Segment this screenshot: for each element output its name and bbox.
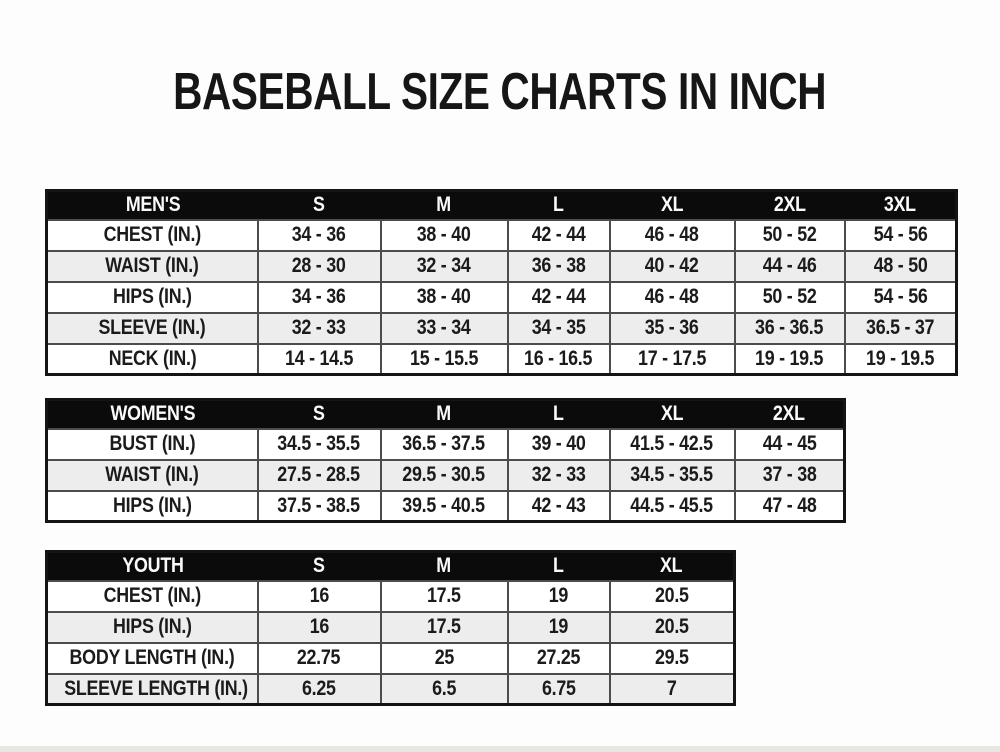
row-label-neck: NECK (IN.) — [47, 344, 258, 375]
size-value-cell: 44 - 45 — [735, 429, 845, 460]
size-value-cell: 29.5 — [610, 643, 735, 674]
col-header-xl: XL — [610, 400, 735, 429]
size-value-cell: 41.5 - 42.5 — [610, 429, 735, 460]
row-label-chest: CHEST (IN.) — [47, 581, 258, 612]
size-value-cell: 34.5 - 35.5 — [258, 429, 381, 460]
size-value-cell: 44 - 46 — [735, 251, 845, 282]
size-value-cell: 36 - 38 — [508, 251, 610, 282]
size-value-cell: 46 - 48 — [610, 220, 735, 251]
size-value-cell: 19 - 19.5 — [735, 344, 845, 375]
col-header-xl: XL — [610, 191, 735, 220]
size-value-cell: 28 - 30 — [258, 251, 381, 282]
size-value-cell: 7 — [610, 674, 735, 705]
size-value-cell: 17.5 — [381, 581, 508, 612]
row-label-body-length: BODY LENGTH (IN.) — [47, 643, 258, 674]
size-value-cell: 34 - 36 — [258, 220, 381, 251]
size-value-cell: 37.5 - 38.5 — [258, 491, 381, 522]
size-value-cell: 20.5 — [610, 581, 735, 612]
size-value-cell: 39 - 40 — [508, 429, 610, 460]
size-value-cell: 25 — [381, 643, 508, 674]
size-value-cell: 32 - 33 — [508, 460, 610, 491]
size-value-cell: 42 - 44 — [508, 220, 610, 251]
col-header-m: M — [381, 400, 508, 429]
size-value-cell: 6.25 — [258, 674, 381, 705]
size-value-cell: 36.5 - 37.5 — [381, 429, 508, 460]
youth-size-table — [45, 550, 736, 706]
size-value-cell: 32 - 34 — [381, 251, 508, 282]
size-value-cell: 20.5 — [610, 612, 735, 643]
size-value-cell: 27.5 - 28.5 — [258, 460, 381, 491]
mens-row-sleeve — [47, 313, 957, 344]
col-header-l: L — [508, 191, 610, 220]
size-value-cell: 54 - 56 — [845, 282, 957, 313]
womens-size-table — [45, 398, 846, 523]
size-value-cell: 16 — [258, 581, 381, 612]
youth-table-label: YOUTH — [47, 552, 258, 581]
size-value-cell: 38 - 40 — [381, 282, 508, 313]
row-label-chest: CHEST (IN.) — [47, 220, 258, 251]
col-header-m: M — [381, 552, 508, 581]
size-value-cell: 36 - 36.5 — [735, 313, 845, 344]
size-value-cell: 46 - 48 — [610, 282, 735, 313]
size-value-cell: 6.5 — [381, 674, 508, 705]
size-value-cell: 34 - 36 — [258, 282, 381, 313]
youth-row-sleeve-length — [47, 674, 735, 705]
size-value-cell: 34 - 35 — [508, 313, 610, 344]
size-value-cell: 29.5 - 30.5 — [381, 460, 508, 491]
col-header-l: L — [508, 552, 610, 581]
col-header-s: S — [258, 400, 381, 429]
size-value-cell: 15 - 15.5 — [381, 344, 508, 375]
womens-header-row — [47, 400, 845, 429]
womens-row-waist — [47, 460, 845, 491]
mens-row-neck — [47, 344, 957, 375]
page-bottom-edge — [0, 746, 1000, 752]
youth-row-body-length — [47, 643, 735, 674]
row-label-waist: WAIST (IN.) — [47, 251, 258, 282]
row-label-hips: HIPS (IN.) — [47, 612, 258, 643]
size-value-cell: 19 — [508, 581, 610, 612]
size-value-cell: 32 - 33 — [258, 313, 381, 344]
size-value-cell: 44.5 - 45.5 — [610, 491, 735, 522]
size-value-cell: 19 - 19.5 — [845, 344, 957, 375]
col-header-3xl: 3XL — [845, 191, 957, 220]
size-value-cell: 22.75 — [258, 643, 381, 674]
size-value-cell: 17.5 — [381, 612, 508, 643]
size-value-cell: 42 - 43 — [508, 491, 610, 522]
size-value-cell: 16 — [258, 612, 381, 643]
size-value-cell: 35 - 36 — [610, 313, 735, 344]
mens-header-row — [47, 191, 957, 220]
row-label-waist: WAIST (IN.) — [47, 460, 258, 491]
row-label-hips: HIPS (IN.) — [47, 491, 258, 522]
youth-row-hips — [47, 612, 735, 643]
mens-row-hips — [47, 282, 957, 313]
size-value-cell: 19 — [508, 612, 610, 643]
size-value-cell: 14 - 14.5 — [258, 344, 381, 375]
col-header-2xl: 2XL — [735, 191, 845, 220]
size-value-cell: 40 - 42 — [610, 251, 735, 282]
size-value-cell: 48 - 50 — [845, 251, 957, 282]
mens-table-label: MEN'S — [47, 191, 258, 220]
row-label-hips: HIPS (IN.) — [47, 282, 258, 313]
youth-header-row — [47, 552, 735, 581]
mens-row-waist — [47, 251, 957, 282]
size-value-cell: 39.5 - 40.5 — [381, 491, 508, 522]
youth-row-chest — [47, 581, 735, 612]
size-value-cell: 36.5 - 37 — [845, 313, 957, 344]
size-value-cell: 37 - 38 — [735, 460, 845, 491]
size-value-cell: 47 - 48 — [735, 491, 845, 522]
col-header-s: S — [258, 191, 381, 220]
row-label-bust: BUST (IN.) — [47, 429, 258, 460]
col-header-2xl: 2XL — [735, 400, 845, 429]
row-label-sleeve-length: SLEEVE LENGTH (IN.) — [47, 674, 258, 705]
mens-size-table — [45, 189, 958, 376]
size-value-cell: 50 - 52 — [735, 220, 845, 251]
col-header-m: M — [381, 191, 508, 220]
col-header-xl: XL — [610, 552, 735, 581]
size-value-cell: 50 - 52 — [735, 282, 845, 313]
col-header-l: L — [508, 400, 610, 429]
row-label-sleeve: SLEEVE (IN.) — [47, 313, 258, 344]
size-value-cell: 16 - 16.5 — [508, 344, 610, 375]
page-title-text: BASEBALL SIZE CHARTS IN INCH — [173, 63, 827, 121]
size-value-cell: 34.5 - 35.5 — [610, 460, 735, 491]
size-value-cell: 27.25 — [508, 643, 610, 674]
size-value-cell: 38 - 40 — [381, 220, 508, 251]
mens-row-chest — [47, 220, 957, 251]
size-value-cell: 54 - 56 — [845, 220, 957, 251]
col-header-s: S — [258, 552, 381, 581]
size-value-cell: 6.75 — [508, 674, 610, 705]
womens-row-hips — [47, 491, 845, 522]
size-value-cell: 42 - 44 — [508, 282, 610, 313]
womens-table-label: WOMEN'S — [47, 400, 258, 429]
size-value-cell: 33 - 34 — [381, 313, 508, 344]
page-title — [0, 64, 1000, 121]
womens-row-bust — [47, 429, 845, 460]
size-value-cell: 17 - 17.5 — [610, 344, 735, 375]
